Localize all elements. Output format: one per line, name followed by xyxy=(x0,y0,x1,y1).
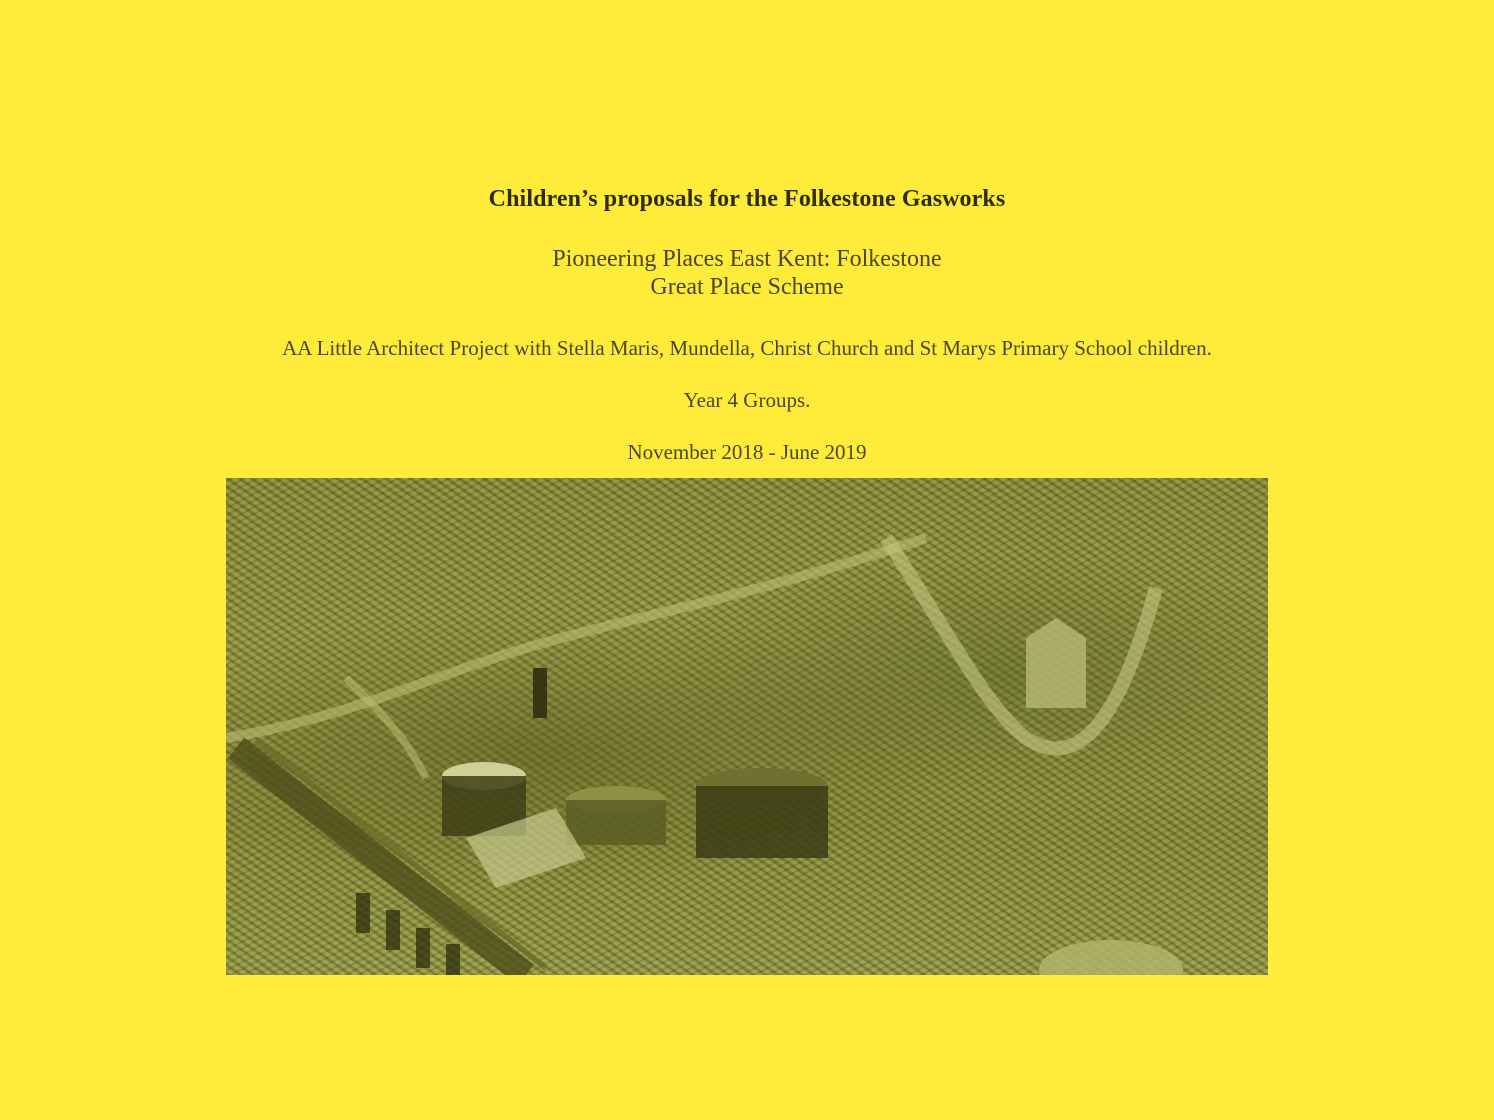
gas-holder xyxy=(696,786,828,858)
document-subtitle xyxy=(0,245,1494,301)
subtitle-line-1: Pioneering Places East Kent: Folkestone xyxy=(552,246,942,272)
chimney xyxy=(533,668,547,718)
round-structure xyxy=(1039,940,1183,975)
street xyxy=(226,538,926,738)
project-description: AA Little Architect Project with Stella Maris, Mundella, Christ Church and St Marys Primary School children. xyxy=(282,336,1212,360)
aerial-photo-illustration xyxy=(226,478,1268,975)
project-dates: November 2018 - June 2019 xyxy=(627,440,867,464)
subtitle-line-2: Great Place Scheme xyxy=(650,274,844,300)
gas-holder xyxy=(566,800,666,845)
street xyxy=(886,538,1156,748)
church xyxy=(1026,618,1086,708)
aerial-photo xyxy=(226,478,1268,975)
year-group: Year 4 Groups. xyxy=(683,388,811,412)
document-title: Children’s proposals for the Folkestone Gasworks xyxy=(488,186,1006,212)
